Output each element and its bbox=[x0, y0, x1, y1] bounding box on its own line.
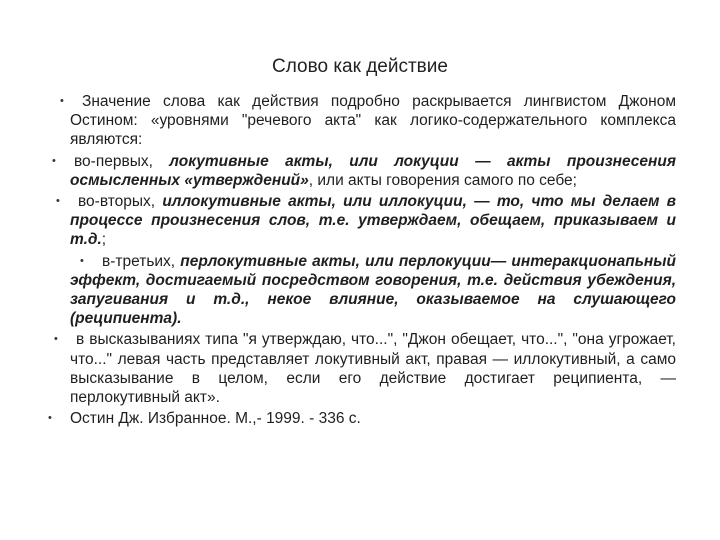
bullet-emphasis: перлокутивные акты, или перлокуции— интеракционапьный эффект, достигаемый посредством говорения, т.е. действия убеждения, запугивания и т.д., некое влияние, оказываемое на слушающего (реципиента). bbox=[70, 252, 677, 328]
bullet-text: , или акты говорения самого по себе; bbox=[308, 171, 577, 189]
bullet-text: в-третьих, bbox=[102, 252, 181, 270]
bullet-text: Остин Дж. Избранное. М.,- 1999. - 336 с. bbox=[70, 410, 361, 428]
bullet-item bbox=[48, 330, 676, 407]
bullet-item bbox=[48, 152, 676, 190]
bullet-item bbox=[48, 92, 676, 150]
bullet-item bbox=[48, 409, 676, 428]
bullet-emphasis: иллокутивные акты, или иллокуции, — то, что мы делаем в процессе произнесения слов, т.е. утверждаем, обещаем, приказываем и т.д. bbox=[70, 193, 677, 249]
bullet-item bbox=[48, 252, 676, 329]
slide-title: Слово как действие bbox=[272, 56, 448, 77]
bullet-text: Значение слова как действия подробно раскрывается лингвистом Джоном Остином: «уровнями "речевого акта" как логико-содержательного комплекса являются: bbox=[70, 93, 676, 149]
bullet-text: во-вторых, bbox=[78, 193, 163, 211]
bullet-text: в высказываниях типа "я утверждаю, что...", "Джон обещает, что...", "она угрожает, что..." левая часть представляет локутивный акт, правая — иллокутивный, а само высказывание в целом, если его действие достигает реципиента, — перлокутивный акт». bbox=[70, 331, 676, 407]
bullet-text: во-первых, bbox=[74, 152, 170, 170]
bullet-text: ; bbox=[101, 231, 107, 249]
bullet-list bbox=[48, 92, 676, 430]
bullet-item bbox=[48, 192, 676, 250]
bullet-emphasis: локутивные акты, или локуции — акты произнесения осмысленных «утверждений» bbox=[70, 152, 676, 189]
